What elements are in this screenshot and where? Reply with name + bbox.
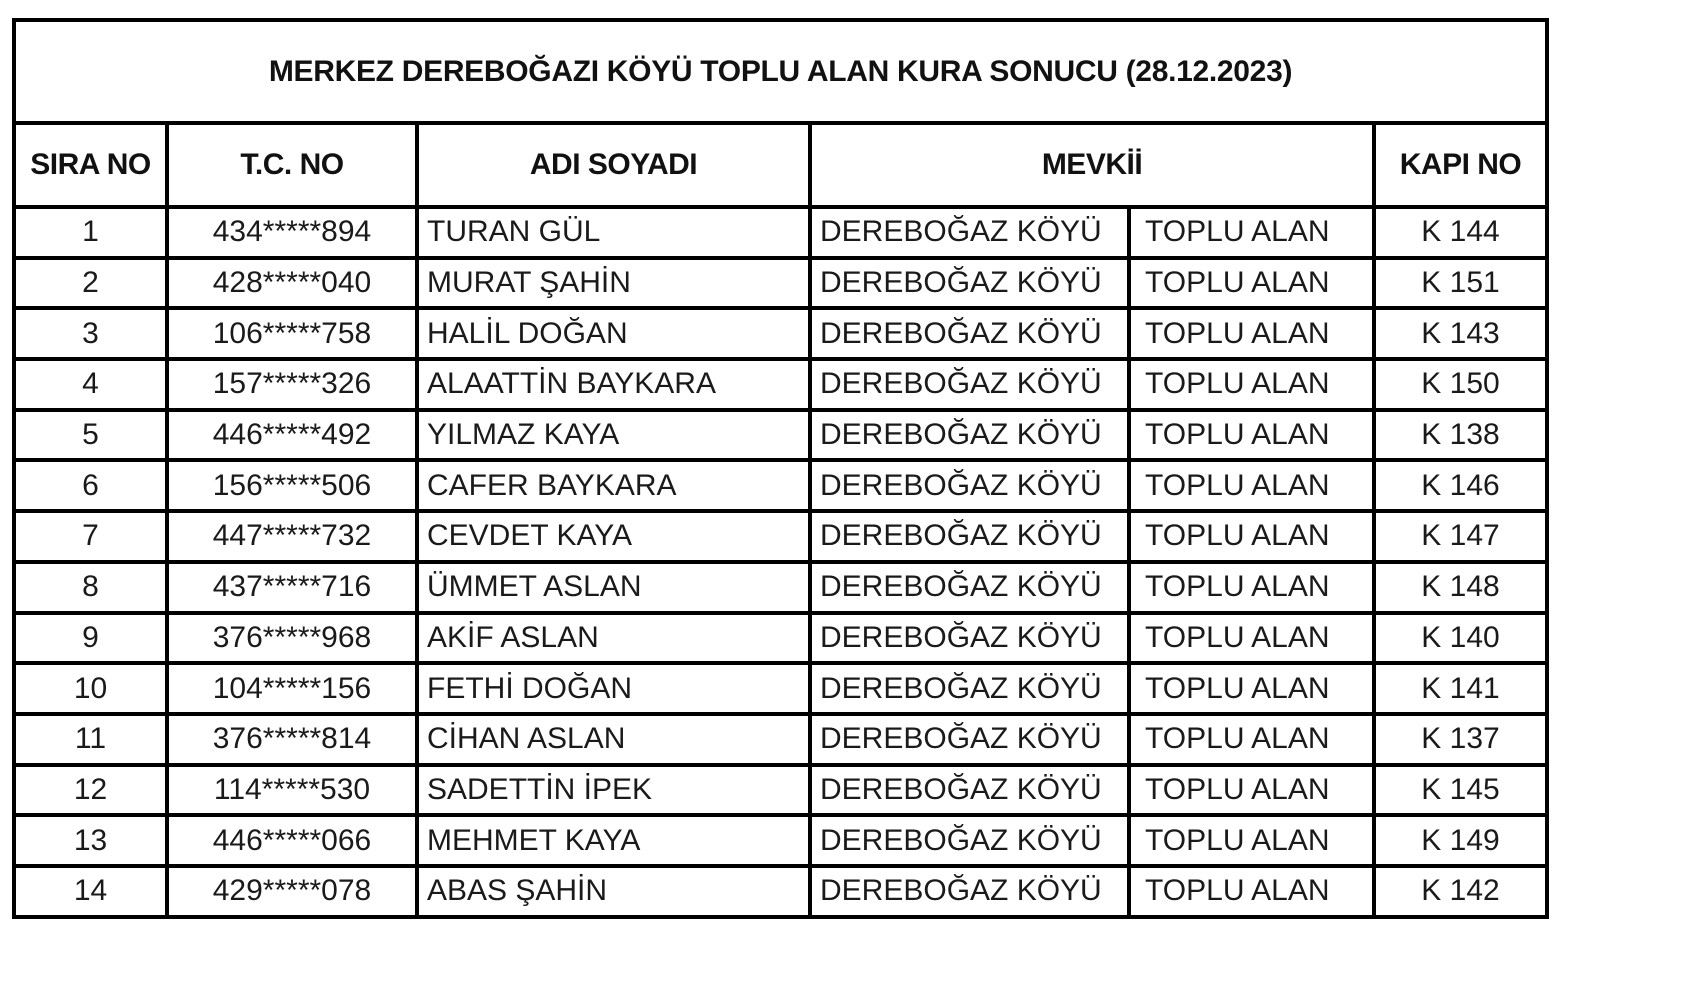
cell-sira-no: 7 [14,511,167,562]
cell-tc-no: 434*****894 [167,207,417,258]
cell-kapi-no: K 144 [1374,207,1547,258]
cell-kapi-no: K 149 [1374,815,1547,866]
cell-sira-no: 1 [14,207,167,258]
cell-sira-no: 10 [14,663,167,714]
table-row [14,562,1547,613]
header-sira-no: SIRA NO [14,123,167,207]
cell-kapi-no: K 151 [1374,258,1547,309]
cell-adi-soyadi: CİHAN ASLAN [417,714,810,765]
cell-kapi-no: K 141 [1374,663,1547,714]
cell-kapi-no: K 150 [1374,359,1547,410]
cell-adi-soyadi: FETHİ DOĞAN [417,663,810,714]
cell-kapi-no: K 137 [1374,714,1547,765]
cell-tc-no: 446*****492 [167,410,417,461]
cell-mevkii-area: TOPLU ALAN [1129,866,1374,917]
cell-mevkii-village: DEREBOĞAZ KÖYÜ [810,460,1129,511]
cell-mevkii-village: DEREBOĞAZ KÖYÜ [810,815,1129,866]
cell-mevkii-village: DEREBOĞAZ KÖYÜ [810,359,1129,410]
cell-mevkii-area: TOPLU ALAN [1129,460,1374,511]
cell-adi-soyadi: TURAN GÜL [417,207,810,258]
cell-mevkii-village: DEREBOĞAZ KÖYÜ [810,765,1129,816]
header-adi-soyadi: ADI SOYADI [417,123,810,207]
cell-adi-soyadi: YILMAZ KAYA [417,410,810,461]
cell-adi-soyadi: ALAATTİN BAYKARA [417,359,810,410]
cell-adi-soyadi: MEHMET KAYA [417,815,810,866]
cell-sira-no: 6 [14,460,167,511]
cell-sira-no: 8 [14,562,167,613]
cell-adi-soyadi: ÜMMET ASLAN [417,562,810,613]
header-mevkii: MEVKİİ [810,123,1374,207]
cell-tc-no: 429*****078 [167,866,417,917]
cell-sira-no: 14 [14,866,167,917]
table-row [14,258,1547,309]
cell-mevkii-village: DEREBOĞAZ KÖYÜ [810,562,1129,613]
header-tc-no: T.C. NO [167,123,417,207]
cell-mevkii-village: DEREBOĞAZ KÖYÜ [810,410,1129,461]
cell-mevkii-village: DEREBOĞAZ KÖYÜ [810,258,1129,309]
cell-mevkii-area: TOPLU ALAN [1129,410,1374,461]
cell-tc-no: 104*****156 [167,663,417,714]
cell-tc-no: 376*****968 [167,613,417,664]
table-row [14,359,1547,410]
cell-tc-no: 428*****040 [167,258,417,309]
table-row [14,663,1547,714]
cell-kapi-no: K 138 [1374,410,1547,461]
cell-kapi-no: K 146 [1374,460,1547,511]
cell-mevkii-village: DEREBOĞAZ KÖYÜ [810,308,1129,359]
table-row [14,815,1547,866]
cell-mevkii-area: TOPLU ALAN [1129,613,1374,664]
cell-kapi-no: K 145 [1374,765,1547,816]
cell-adi-soyadi: HALİL DOĞAN [417,308,810,359]
table-row [14,866,1547,917]
table-title: MERKEZ DEREBOĞAZI KÖYÜ TOPLU ALAN KURA SONUCU (28.12.2023) [14,20,1547,123]
cell-mevkii-area: TOPLU ALAN [1129,663,1374,714]
lottery-results-sheet [12,18,1545,919]
cell-tc-no: 157*****326 [167,359,417,410]
cell-adi-soyadi: CEVDET KAYA [417,511,810,562]
cell-adi-soyadi: CAFER BAYKARA [417,460,810,511]
cell-adi-soyadi: SADETTİN İPEK [417,765,810,816]
table-row [14,460,1547,511]
cell-mevkii-village: DEREBOĞAZ KÖYÜ [810,613,1129,664]
results-table [12,18,1549,919]
cell-mevkii-area: TOPLU ALAN [1129,562,1374,613]
cell-tc-no: 447*****732 [167,511,417,562]
table-row [14,613,1547,664]
cell-tc-no: 446*****066 [167,815,417,866]
table-row [14,410,1547,461]
cell-tc-no: 437*****716 [167,562,417,613]
table-row [14,207,1547,258]
cell-sira-no: 13 [14,815,167,866]
cell-mevkii-area: TOPLU ALAN [1129,511,1374,562]
cell-tc-no: 106*****758 [167,308,417,359]
cell-mevkii-area: TOPLU ALAN [1129,207,1374,258]
cell-kapi-no: K 148 [1374,562,1547,613]
cell-sira-no: 11 [14,714,167,765]
cell-mevkii-area: TOPLU ALAN [1129,308,1374,359]
cell-sira-no: 4 [14,359,167,410]
cell-sira-no: 5 [14,410,167,461]
cell-adi-soyadi: AKİF ASLAN [417,613,810,664]
cell-mevkii-village: DEREBOĞAZ KÖYÜ [810,714,1129,765]
cell-adi-soyadi: ABAS ŞAHİN [417,866,810,917]
cell-kapi-no: K 140 [1374,613,1547,664]
table-row [14,765,1547,816]
table-row [14,714,1547,765]
cell-mevkii-area: TOPLU ALAN [1129,714,1374,765]
cell-mevkii-area: TOPLU ALAN [1129,765,1374,816]
cell-tc-no: 114*****530 [167,765,417,816]
cell-kapi-no: K 147 [1374,511,1547,562]
header-kapi-no: KAPI NO [1374,123,1547,207]
cell-tc-no: 376*****814 [167,714,417,765]
cell-kapi-no: K 142 [1374,866,1547,917]
cell-mevkii-village: DEREBOĞAZ KÖYÜ [810,866,1129,917]
cell-mevkii-area: TOPLU ALAN [1129,815,1374,866]
cell-sira-no: 2 [14,258,167,309]
cell-adi-soyadi: MURAT ŞAHİN [417,258,810,309]
cell-mevkii-area: TOPLU ALAN [1129,359,1374,410]
cell-mevkii-village: DEREBOĞAZ KÖYÜ [810,207,1129,258]
cell-kapi-no: K 143 [1374,308,1547,359]
table-row [14,308,1547,359]
cell-mevkii-area: TOPLU ALAN [1129,258,1374,309]
cell-sira-no: 9 [14,613,167,664]
cell-mevkii-village: DEREBOĞAZ KÖYÜ [810,511,1129,562]
cell-sira-no: 3 [14,308,167,359]
table-row [14,511,1547,562]
cell-tc-no: 156*****506 [167,460,417,511]
cell-mevkii-village: DEREBOĞAZ KÖYÜ [810,663,1129,714]
cell-sira-no: 12 [14,765,167,816]
header-row [14,123,1547,207]
